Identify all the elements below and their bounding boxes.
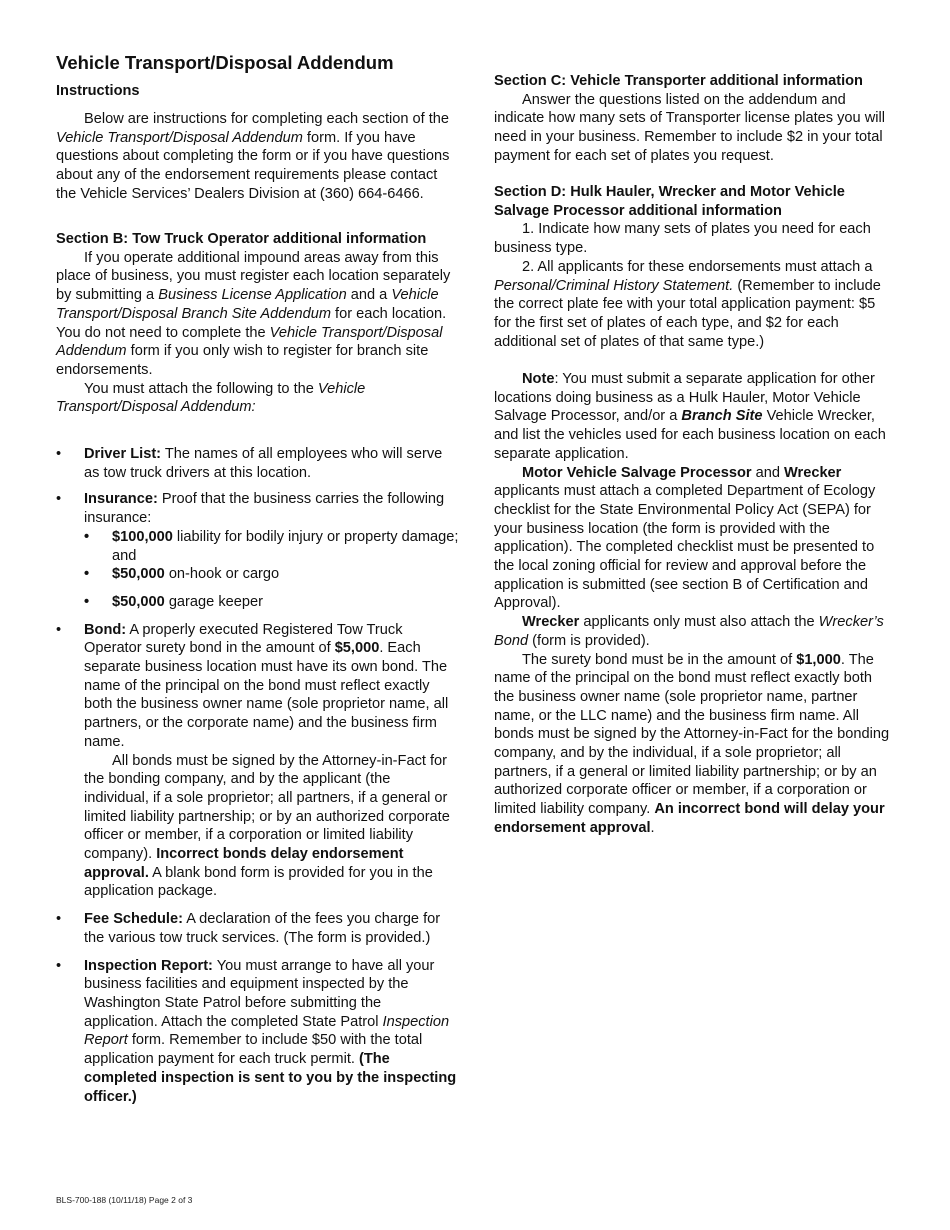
section-b-heading: Section B: Tow Truck Operator additional information bbox=[56, 231, 427, 247]
section-b-paragraph-1: If you operate additional impound areas away from this place of business, you must register each location separately by submitting a Business License Application and a Vehicle Transport/Disposal Branch Site Addendum for each location. You do not need to complete the Vehicle Transport/Disposal Addendum form if you only wish to register for branch site endorsements. bbox=[56, 249, 451, 378]
section-c bbox=[494, 72, 896, 166]
insurance-item: • $50,000 garage keeper bbox=[84, 593, 459, 612]
page-title: Vehicle Transport/Disposal Addendum bbox=[56, 52, 394, 73]
section-b bbox=[56, 230, 459, 417]
section-d-wrecker: Wrecker applicants only must also attach the Wrecker’s Bond (form is provided). bbox=[494, 614, 884, 649]
instructions-intro: Below are instructions for completing each section of the Vehicle Transport/Disposal Addendum form. If you have questions about completing the form or if you have questions about any of the endorsement requirements please contact the Vehicle Services’ Dealers Division at (360) 664-6466. bbox=[56, 111, 450, 202]
page-footer: BLS-700-188 (10/11/18) Page 2 of 3 bbox=[56, 1195, 193, 1205]
section-d-mvsp: Motor Vehicle Salvage Processor and Wrecker applicants must attach a completed Department of Ecology checklist for the State Environmental Policy Act (SEPA) for your business location (the form is provided with the application). The completed checklist must be presented to the local zoning official for review and approval before the application is submitted (see section B of Certification and Approval). bbox=[494, 464, 876, 612]
section-d-item-2: 2. All applicants for these endorsements must attach a Personal/Criminal History Statement. (Remember to include the correct plate fee with your total application payment: $5 for the first set of plates of each type, and $2 for each additional set of plates of that same type.) bbox=[494, 258, 881, 350]
section-c-text: Answer the questions listed on the addendum and indicate how many sets of Transporter license plates you will need in your business. Remember to include $2 in your total payment for each set of plates you request. bbox=[494, 91, 885, 164]
section-d-surety: The surety bond must be in the amount of $1,000. The name of the principal on the bond must reflect exactly both the business owner name (sole proprietor name, partner name, or the LLC name) and the business firm name. All bonds must be signed by the Attorney-in-Fact for the bonding company, and by the individual, if a sole proprietor; all partners, if a general or limited liability partnership; or by an authorized corporate officer or member, if a corporation or limited liability company. An incorrect bond will delay your endorsement approval. bbox=[494, 651, 890, 836]
bond-paragraph-2: All bonds must be signed by the Attorney-in-Fact for the bonding company, and by the applicant (the individual, if a sole proprietor; all partners, if a general or limited liability partnership; or by an authorized corporate officer or member, if a corporation or limited liability company). Incorrect bonds delay endorsement approval. A blank bond form is provided for you in the application package. bbox=[84, 752, 450, 900]
attachment-list bbox=[56, 445, 459, 1106]
section-b-paragraph-2: You must attach the following to the Vehicle Transport/Disposal Addendum: bbox=[56, 380, 366, 416]
section-d-item-1: 1. Indicate how many sets of plates you need for each business type. bbox=[494, 221, 871, 257]
insurance-item: • $100,000 liability for bodily injury or property damage; and bbox=[84, 528, 459, 565]
list-item-insurance: • Insurance: Proof that the business carries the following insurance: • $100,000 liability for bodily injury or property damage; and • $50,000 on-hook or cargo • $50,000 garage keeper bbox=[56, 490, 459, 611]
instructions-heading: Instructions bbox=[56, 83, 140, 99]
section-d-note: Note: You must submit a separate application for other locations doing business as a Hulk Hauler, Motor Vehicle Salvage Processor, and/or a Branch Site Vehicle Wrecker, and list the vehicles used for each business location on each separate application. bbox=[494, 371, 886, 462]
list-item-fee-schedule: • Fee Schedule: A declaration of the fees you charge for the various tow truck services. (The form is provided.) bbox=[56, 910, 459, 947]
list-item-inspection: • Inspection Report: You must arrange to have all your business facilities and equipment inspected by the Washington State Patrol before submitting the application. Attach the completed State Patrol Inspection Report form. Remember to include $50 with the total application payment for each truck permit. (The completed inspection is sent to you by the inspecting officer.) bbox=[56, 957, 459, 1107]
insurance-sublist bbox=[84, 528, 459, 612]
list-item-driver: • Driver List: The names of all employees who will serve as tow truck drivers at this location. bbox=[56, 445, 459, 482]
section-c-heading: Section C: Vehicle Transporter additional information bbox=[494, 73, 863, 89]
insurance-item: • $50,000 on-hook or cargo bbox=[84, 565, 459, 584]
section-d bbox=[494, 183, 896, 838]
list-item-bond: • Bond: A properly executed Registered Tow Truck Operator surety bond in the amount of $5,000. Each separate business location must have its own bond. The name of the principal on the bond must reflect exactly both the business owner name (sole proprietor name, all partners, or the corporate name) and the business firm name. All bonds must be signed by the Attorney-in-Fact for the bonding company, and by the applicant (the individual, if a sole proprietor; all partners, if a general or limited liability partnership; or by an authorized corporate officer or member, if a corporation or limited liability company). Incorrect bonds delay endorsement approval. A blank bond form is provided for you in the application package. bbox=[56, 621, 459, 902]
section-d-heading: Section D: Hulk Hauler, Wrecker and Motor Vehicle Salvage Processor additional information bbox=[494, 184, 845, 219]
